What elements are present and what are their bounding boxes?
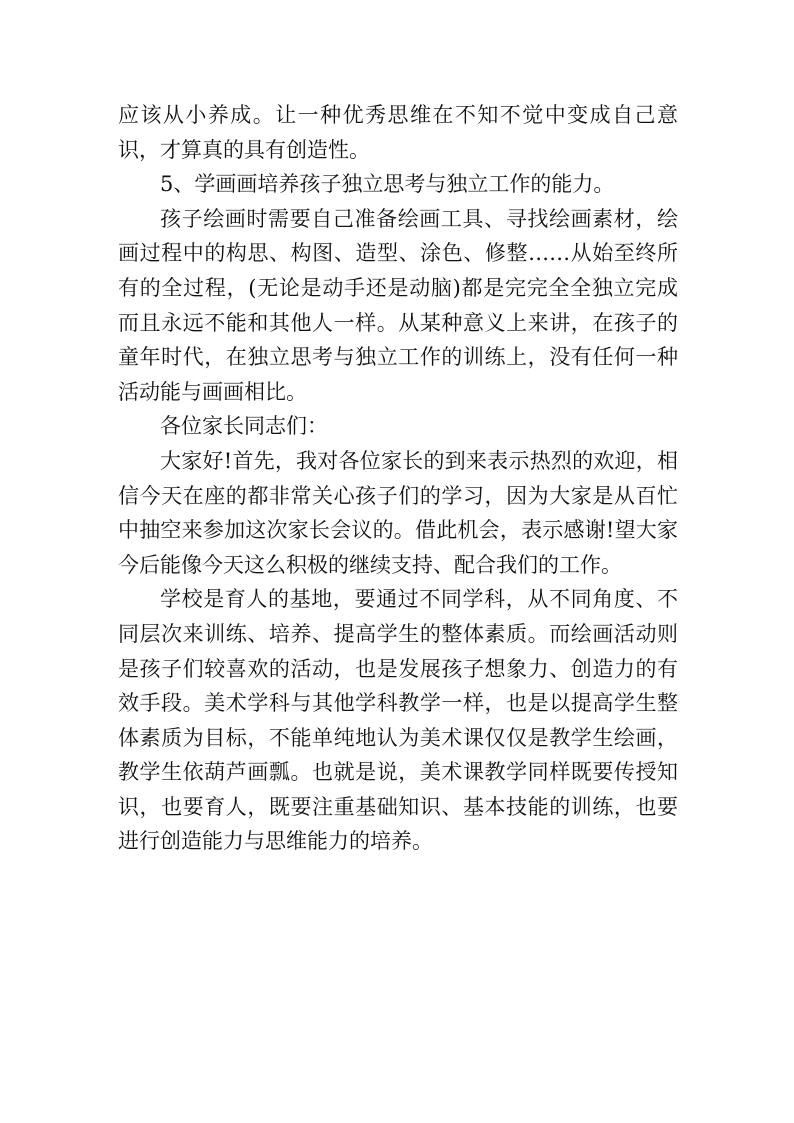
paragraph-heading-5: 5、学画画培养孩子独立思考与独立工作的能力。 — [160, 172, 615, 197]
paragraph-drawing-process: 孩子绘画时需要自己准备绘画工具、寻找绘画素材，绘画过程中的构思、构图、造型、涂色、修整……从始至终所有的全过程，(无论是动手还是动脑)都是完完全全独立完成而且永远不能和其他人一样。从某种意义上来讲，在孩子的童年时代，在独立思考与独立工作的训练上，没有任何一种活动能与画画相比。 — [118, 206, 678, 404]
document-page — [118, 98, 678, 859]
paragraph-school-education: 学校是育人的基地，要通过不同学科，从不同角度、不同层次来训练、培养、提高学生的整体素质。而绘画活动则是孩子们较喜欢的活动，也是发展孩子想象力、创造力的有效手段。美术学科与其他学科教学一样，也是以提高学生整体素质为目标，不能单纯地认为美术课仅仅是教学生绘画，教学生依葫芦画瓢。也就是说，美术课教学同样既要传授知识，也要育人，既要注重基础知识、基本技能的训练，也要进行创造能力与思维能力的培养。 — [118, 587, 678, 854]
paragraph-welcome: 大家好!首先，我对各位家长的到来表示热烈的欢迎，相信今天在座的都非常关心孩子们的学习，因为大家是从百忙中抽空来参加这次家长会议的。借此机会，表示感谢!望大家今后能像今天这么积极的继续支持、配合我们的工作。 — [118, 448, 678, 577]
paragraph-continuation: 应该从小养成。让一种优秀思维在不知不觉中变成自己意识，才算真的具有创造性。 — [118, 103, 678, 162]
paragraph-salutation: 各位家长同志们： — [160, 414, 328, 439]
